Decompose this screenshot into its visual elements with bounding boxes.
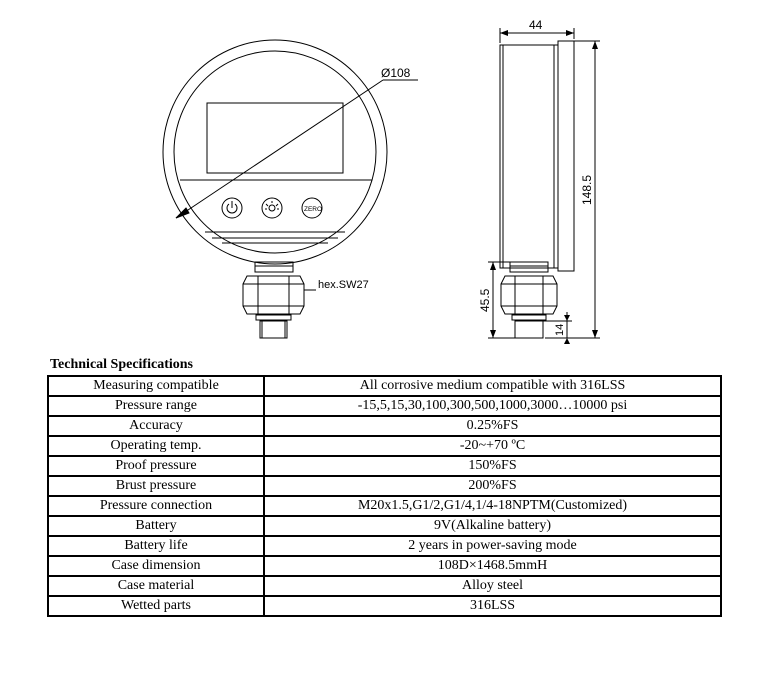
height-label: 148.5 [580, 174, 594, 205]
side-hex-nut [501, 276, 557, 314]
side-cover [558, 41, 574, 271]
spec-key: Proof pressure [48, 456, 264, 476]
table-row [48, 416, 721, 436]
spec-value: 0.25%FS [264, 416, 721, 436]
spec-key: Measuring compatible [48, 376, 264, 396]
table-row [48, 556, 721, 576]
spec-key: Battery life [48, 536, 264, 556]
hex-nut [243, 276, 304, 314]
lcd-display [207, 103, 343, 173]
spec-value: Alloy steel [264, 576, 721, 596]
spec-value: 9V(Alkaline battery) [264, 516, 721, 536]
table-row [48, 596, 721, 616]
spec-key: Pressure connection [48, 496, 264, 516]
table-row [48, 516, 721, 536]
table-row [48, 576, 721, 596]
table-row [48, 456, 721, 476]
spec-key: Battery [48, 516, 264, 536]
spec-value: 150%FS [264, 456, 721, 476]
zero-button-label: ZERO [304, 206, 323, 213]
table-row [48, 436, 721, 456]
spec-key: Case dimension [48, 556, 264, 576]
diameter-label: Ø108 [381, 66, 411, 80]
spec-value: -20~+70 ºC [264, 436, 721, 456]
table-row [48, 496, 721, 516]
depth-label: 44 [529, 18, 543, 32]
spec-value: M20x1.5,G1/2,G1/4,1/4-18NPTM(Customized) [264, 496, 721, 516]
thread [256, 315, 291, 320]
spec-key: Pressure range [48, 396, 264, 416]
spec-key: Accuracy [48, 416, 264, 436]
spec-value: 108D×1468.5mmH [264, 556, 721, 576]
spec-key: Wetted parts [48, 596, 264, 616]
table-row [48, 536, 721, 556]
spec-key: Operating temp. [48, 436, 264, 456]
table-row [48, 396, 721, 416]
hex-label: hex.SW27 [318, 279, 369, 291]
spec-value: 316LSS [264, 596, 721, 616]
spec-key: Case material [48, 576, 264, 596]
spec-value: All corrosive medium compatible with 316LSS [264, 376, 721, 396]
spec-value: 2 years in power-saving mode [264, 536, 721, 556]
spec-key: Brust pressure [48, 476, 264, 496]
thread-label: 14 [554, 323, 566, 336]
spec-table [47, 375, 722, 617]
light-icon [269, 205, 275, 211]
spec-value: -15,5,15,30,100,300,500,1000,3000…10000 psi [264, 396, 721, 416]
fitting-label: 45.5 [478, 288, 492, 312]
spec-title: Technical Specifications [50, 357, 193, 372]
table-row [48, 376, 721, 396]
spec-value: 200%FS [264, 476, 721, 496]
side-case [500, 45, 558, 268]
table-row [48, 476, 721, 496]
